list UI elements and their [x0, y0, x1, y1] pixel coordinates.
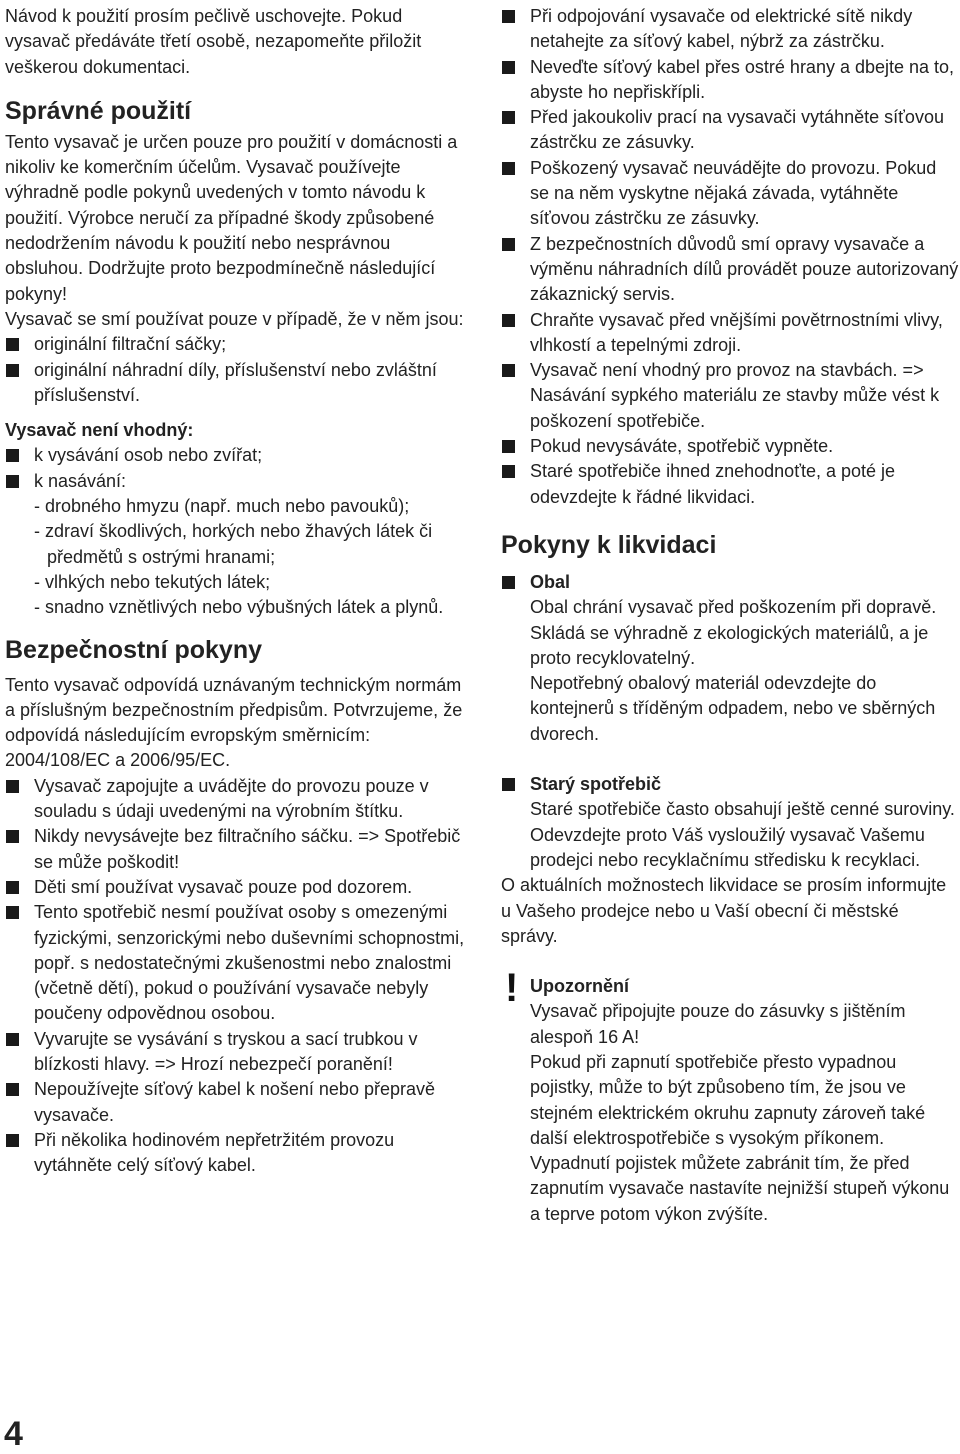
dash-item: - zdraví škodlivých, horkých nebo žhavých látek či předmětů s ostrými hranami;	[34, 521, 433, 567]
list-item: Z bezpečnostních důvodů smí opravy vysavače a výměnu náhradních dílů provádět pouze autorizovaný zákaznický servis.	[501, 232, 960, 308]
bullet-square-icon	[502, 576, 515, 589]
packaging-line: Nepotřebný obalový materiál odevzdejte do kontejnerů s tříděným odpadem, nebo ve sběrných dvorech.	[530, 673, 936, 744]
list-item: Vysavač není vhodný pro provoz na stavbách. => Nasávání sypkého materiálu ze stavby může vést k poškození spotřebiče.	[501, 358, 960, 434]
list-item: k nasávání:	[5, 469, 467, 494]
proper-use-condition: Vysavač se smí používat pouze v případě, že v něm jsou:	[5, 308, 464, 329]
proper-use-heading: Správné použití	[5, 96, 192, 125]
warning-line: Pokud při zapnutí spotřebiče přesto vypadnou pojistky, může to být způsobeno tím, že jsou ve stejném elektrickém okruhu zapnuty zároveň také další elektrospotřebiče s vysokým příkonem.	[530, 1051, 926, 1148]
warning-exclamation-icon: !	[505, 966, 519, 1011]
warning-line: Vysavač připojujte pouze do zásuvky s jištěním alespoň 16 A!	[530, 1001, 906, 1047]
proper-use-list	[5, 332, 467, 408]
list-item: originální náhradní díly, příslušenství nebo zvláštní příslušenství.	[5, 358, 467, 409]
dash-item: - snadno vznětlivých nebo výbušných látek a plynů.	[34, 597, 444, 618]
list-item: Vyvarujte se vysávání s tryskou a sací trubkou v blízkosti hlavy. => Hrozí nebezpečí poranění!	[5, 1027, 467, 1078]
dash-item: - drobného hmyzu (např. much nebo pavouků);	[34, 496, 410, 517]
packaging-line: Skládá se výhradně z ekologických materiálů, a je proto recyklovatelný.	[530, 622, 929, 668]
list-item: Neveďte síťový kabel přes ostré hrany a dbejte na to, abyste ho nepřiskřípli.	[501, 55, 960, 106]
list-item: Vysavač zapojujte a uvádějte do provozu pouze v souladu s údaji uvedenými na výrobním štítku.	[5, 774, 467, 825]
list-item: Tento spotřebič nesmí používat osoby s omezenými fyzickými, senzorickými nebo duševními schopnostmi, popř. s nedostatečnými zkušenostmi nebo znalostmi (včetně dětí), pokud o používání vysavače nebyly poučeny odpovědnou osobou.	[5, 900, 467, 1026]
left-column	[5, 4, 467, 1178]
disposal-info: O aktuálních možnostech likvidace se prosím informujte u Vašeho prodejce nebo u Vaší obecní či městské správy.	[501, 875, 947, 946]
safety-heading: Bezpečnostní pokyny	[5, 635, 262, 664]
list-item: Nikdy nevysávejte bez filtračního sáčku. => Spotřebič se může poškodit!	[5, 824, 467, 875]
safety-intro: Tento vysavač odpovídá uznávaným technickým normám a příslušným bezpečnostním předpisům. Potvrzujeme, že odpovídá následujícím evropským směrnicím: 2004/108/EC a 2006/95/EC.	[5, 674, 463, 771]
packaging-section	[501, 570, 960, 747]
not-suitable-heading: Vysavač není vhodný:	[5, 420, 194, 441]
old-appliance-line: Staré spotřebiče často obsahují ještě cenné suroviny.	[530, 799, 955, 820]
packaging-line: Obal chrání vysavač před poškozením při dopravě.	[530, 597, 937, 618]
old-appliance-title: Starý spotřebič	[530, 774, 662, 795]
warning-title: Upozornění	[530, 976, 629, 997]
intro-text: Návod k použití prosím pečlivě uschovejte. Pokud vysavač předáváte třetí osobě, nezapomeňte přiložit veškerou dokumentaci.	[5, 6, 422, 77]
packaging-title: Obal	[530, 571, 571, 592]
list-item: Poškozený vysavač neuvádějte do provozu. Pokud se na něm vyskytne nějaká závada, vytáhněte síťovou zástrčku ze zásuvky.	[501, 156, 960, 232]
safety-list-continued	[501, 4, 960, 510]
warning-section	[501, 966, 960, 1227]
warning-line: Vypadnutí pojistek můžete zabránit tím, že před zapnutím vysavače nastavíte nejnižší stupeň výkonu a teprve potom výkon zvýšíte.	[530, 1153, 950, 1224]
dash-item: - vlhkých nebo tekutých látek;	[34, 571, 271, 592]
list-item: Chraňte vysavač před vnějšími povětrnostními vlivy, vlhkostí a tepelnými zdroji.	[501, 308, 960, 359]
disposal-heading: Pokyny k likvidaci	[501, 530, 717, 559]
not-suitable-list	[5, 443, 467, 494]
list-item: Před jakoukoliv prací na vysavači vytáhněte síťovou zástrčku ze zásuvky.	[501, 105, 960, 156]
proper-use-text: Tento vysavač je určen pouze pro použití v domácnosti a nikoliv ke komerčním účelům. Vysavač používejte výhradně podle pokynů uvedených v tomto návodu k použití. Výrobce neručí za případné škody způsobené nedodržením návodu k použití nebo nesprávnou obsluhou. Dodržujte proto bezpodmínečně následující pokyny!	[5, 131, 458, 304]
safety-list	[5, 774, 467, 1179]
old-appliance-line: Odevzdejte proto Váš vysloužilý vysavač Vašemu prodejci nebo recyklačnímu středisku k recyklaci.	[530, 824, 925, 870]
old-appliance-section	[501, 772, 960, 873]
right-column	[501, 4, 960, 1227]
bullet-square-icon	[502, 778, 515, 791]
list-item: Pokud nevysáváte, spotřebič vypněte.	[501, 434, 960, 459]
list-item: k vysávání osob nebo zvířat;	[5, 443, 467, 468]
list-item: Staré spotřebiče ihned znehodnoťte, a poté je odevzdejte k řádné likvidaci.	[501, 459, 960, 510]
list-item: Při několika hodinovém nepřetržitém provozu vytáhněte celý síťový kabel.	[5, 1128, 467, 1179]
not-suitable-dash-list	[5, 494, 467, 620]
list-item: Nepoužívejte síťový kabel k nošení nebo přepravě vysavače.	[5, 1077, 467, 1128]
list-item: Děti smí používat vysavač pouze pod dozorem.	[5, 875, 467, 900]
list-item: originální filtrační sáčky;	[5, 332, 467, 357]
list-item: Při odpojování vysavače od elektrické sítě nikdy netahejte za síťový kabel, nýbrž za zástrčku.	[501, 4, 960, 55]
page-number: 4	[4, 1415, 23, 1453]
